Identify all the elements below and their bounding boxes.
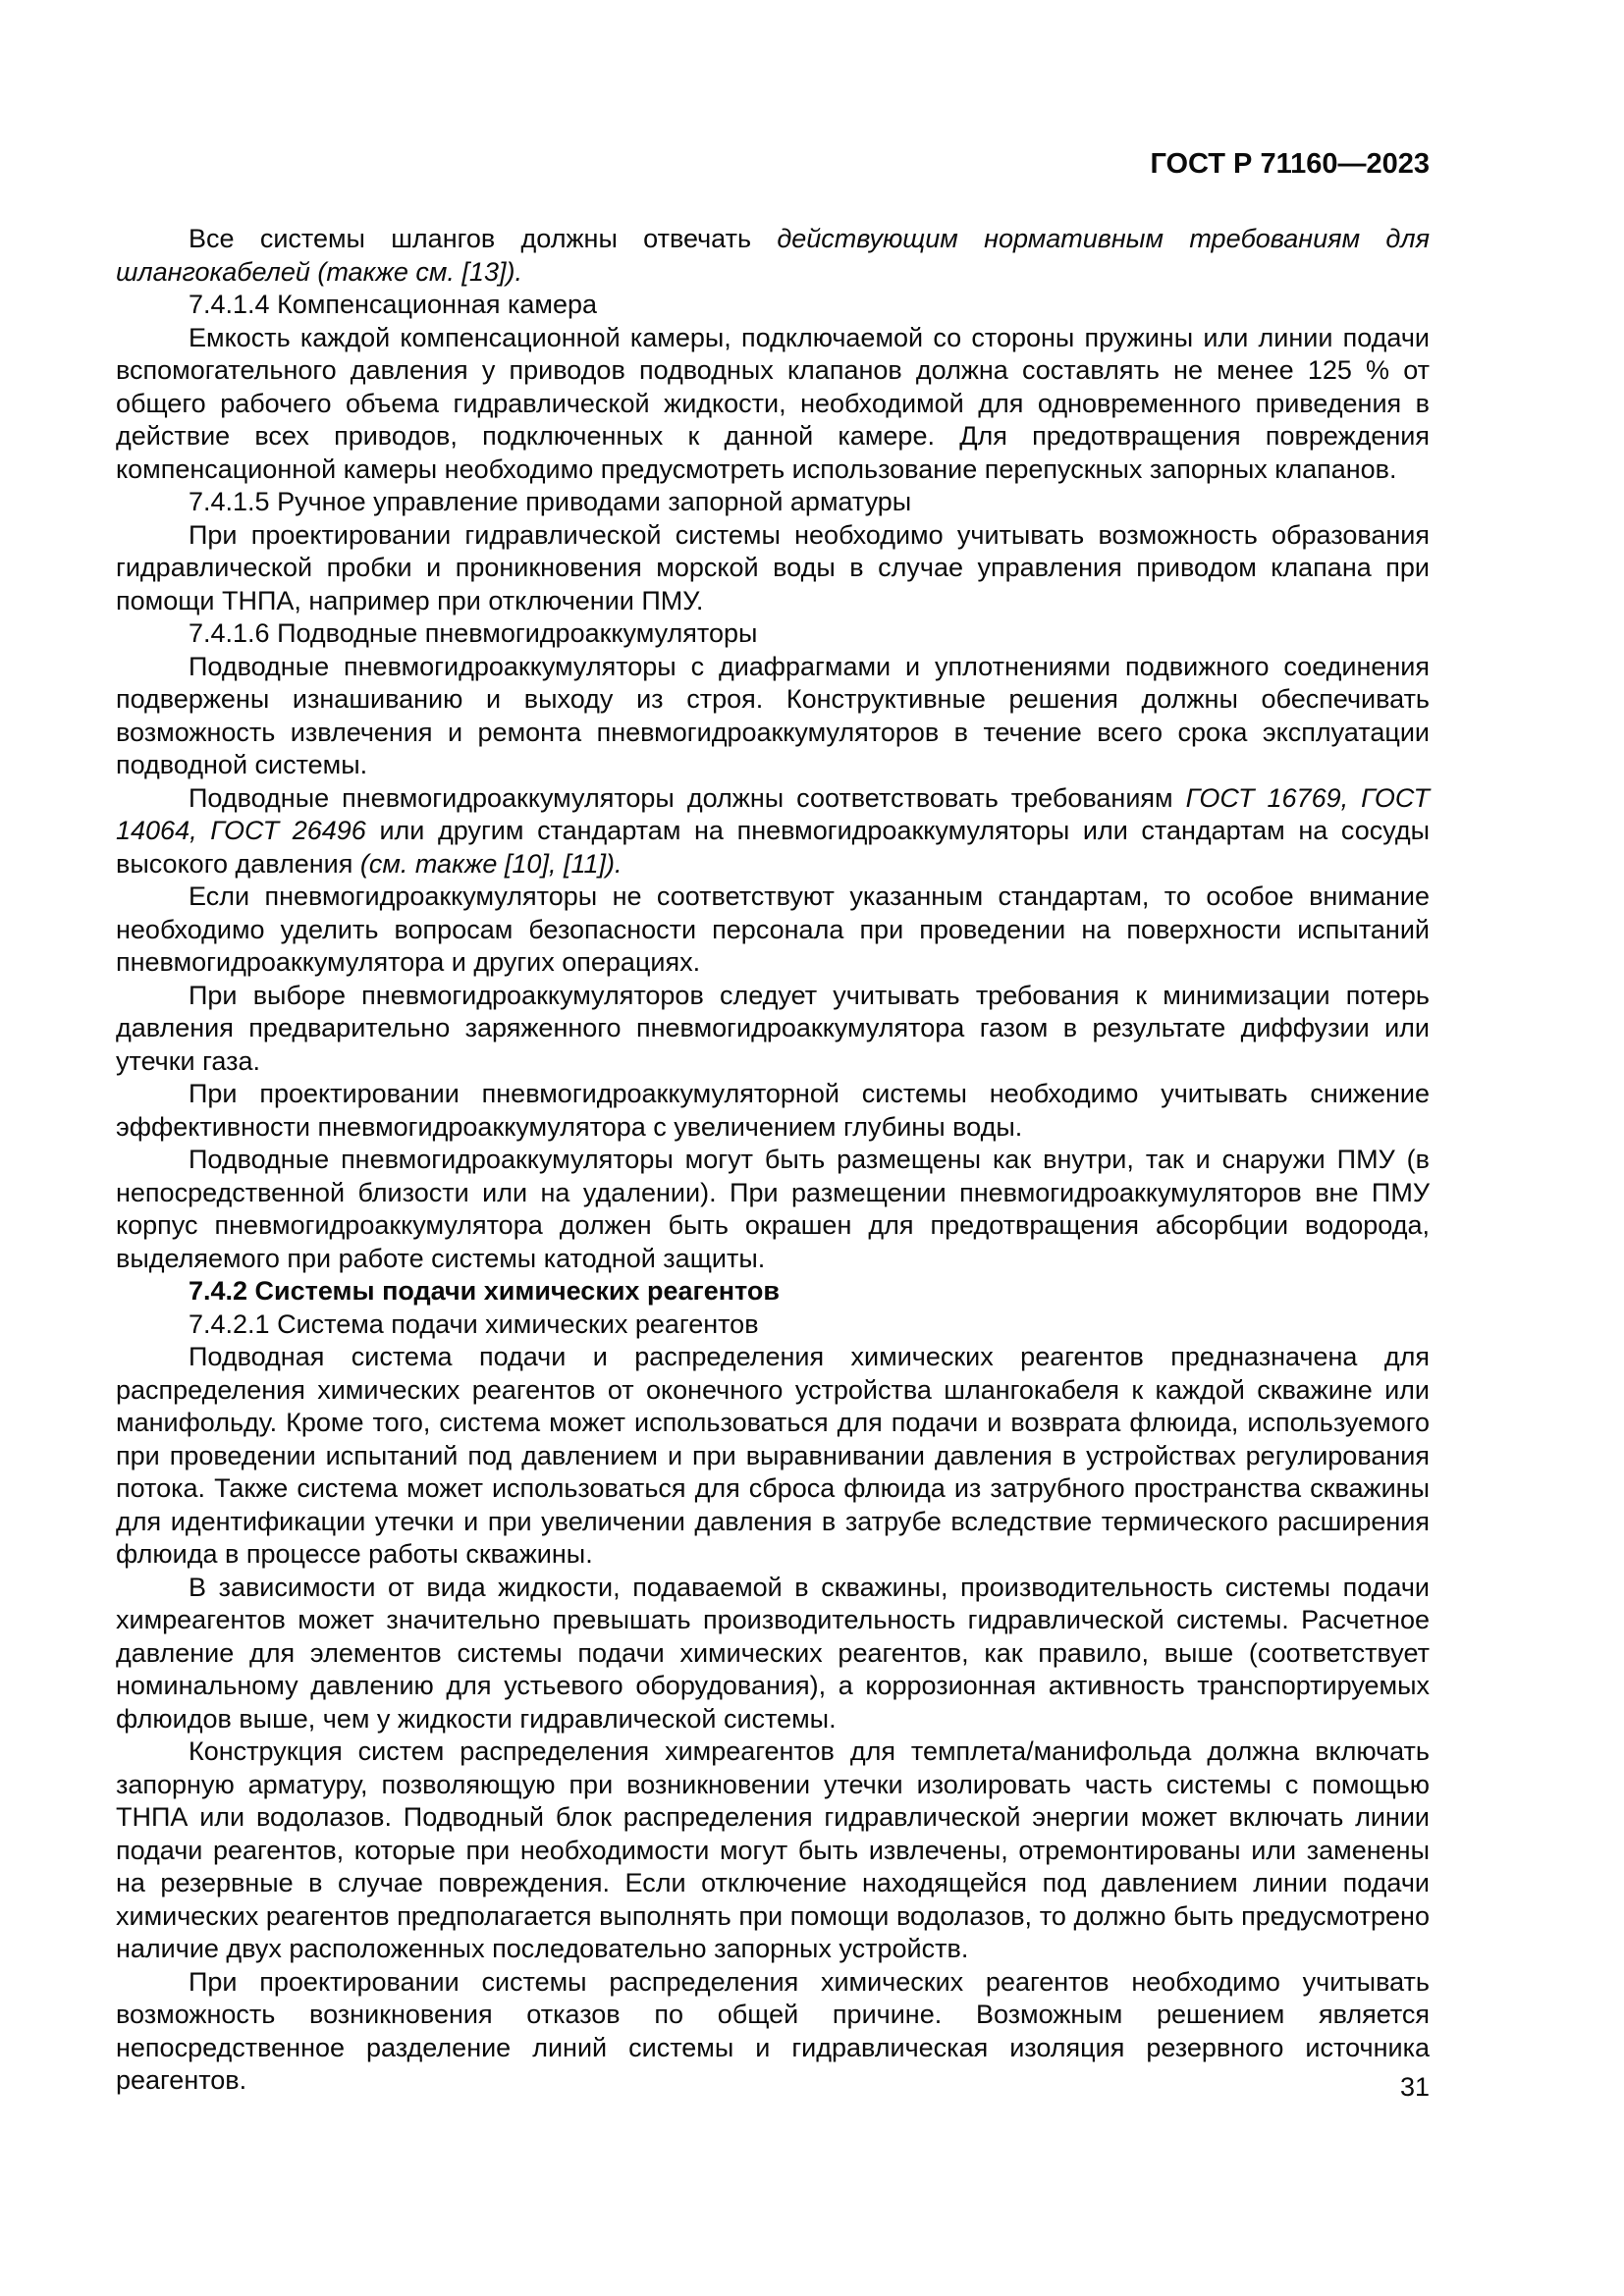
text-run: При проектировании гидравлической системы необходимо учитывать возможность образования гидравлической пробки и проникновения морской воды в случае управления приводом клапана при помощи ТНПА, например при отключении ПМУ. [116,519,1430,615]
paragraph [116,322,1430,487]
text-run: Подводная система подачи и распределения химических реагентов предназначена для распределения химических реагентов от оконечного устройства шлангокабеля к каждой скважине или манифольду. Кроме того, система может использоваться для подачи и возврата флюида, используемого при проведении испытаний под давлением и при выравнивании давления в устройствах регулирования потока. Также система может использоваться для сброса флюида из затрубного пространства скважины для идентификации утечки и при увеличении давления в затрубе вследствие термического расширения флюида в процессе работы скважины. [116,1342,1430,1569]
paragraph [116,651,1430,782]
text-run: или другим стандартам на пневмогидроаккумуляторы или стандартам на сосуды высокого давления [116,816,1430,879]
text-run: При проектировании системы распределения химических реагентов необходимо учитывать возможность возникновения отказов по общей причине. Возможным решением является непосредственное разделение линий системы и гидравлическая изоляция резервного источника реагентов. [116,1966,1430,2095]
text-run: 7.4.2 Системы подачи химических реагентов [189,1276,781,1306]
text-run: Подводные пневмогидроаккумуляторы должны соответствовать требованиям [189,782,1186,813]
paragraph [116,1144,1430,1275]
text-run: Конструкция систем распределения химреагентов для темплета/манифольда должна включать запорную арматуру, позволяющую при возникновении утечки изолировать часть системы с помощью ТНПА или водолазов. Подводный блок распределения гидравлической энергии может включать линии подачи реагентов, которые при необходимости могут быть извлечены, отремонтированы или заменены на резервные в случае повреждения. Если отключение находящейся под давлением линии подачи химических реагентов предполагается выполнять при помощи водолазов, то должно быть предусмотрено наличие двух расположенных последовательно запорных устройств. [116,1736,1430,1963]
text-run: 7.4.1.5 Ручное управление приводами запорной арматуры [189,487,912,516]
text-run: Если пневмогидроаккумуляторы не соответствуют указанным стандартам, то особое внимание необходимо уделить вопросам безопасности персонала при проведении на поверхности испытаний пневмогидроаккумулятора и других операциях. [116,881,1430,977]
text-run: Емкость каждой компенсационной камеры, подключаемой со стороны пружины или линии подачи вспомогательного давления у приводов подводных клапанов должна составлять не менее 125 % от общего рабочего объема гидравлической жидкости, необходимой для одновременного приведения в действие всех приводов, подключенных к данной камере. Для предотвращения повреждения компенсационной камеры необходимо предусмотреть использование перепускных запорных клапанов. [116,322,1430,484]
paragraph [116,881,1430,980]
paragraph [116,1078,1430,1144]
paragraph [116,519,1430,618]
text-run: Все системы шлангов должны отвечать [189,224,778,253]
italic-run: (см. также [10], [11]). [359,848,623,879]
paragraph [116,1572,1430,1736]
text-run: При выборе пневмогидроаккумуляторов следует учитывать требования к минимизации потерь давления предварительно заряженного пневмогидроаккумулятора газом в результате диффузии или утечки газа. [116,980,1430,1076]
paragraph [116,782,1430,881]
section-heading [116,486,1430,519]
paragraph [116,1341,1430,1572]
paragraph [116,1735,1430,1966]
text-run: 7.4.1.4 Компенсационная камера [189,290,597,319]
paragraph [116,980,1430,1079]
section-heading [116,1275,1430,1308]
page-number: 31 [1399,2072,1430,2102]
text-run: 7.4.1.6 Подводные пневмогидроаккумуляторы [189,618,758,648]
text-run: В зависимости от вида жидкости, подаваемой в скважины, производительность системы подачи химреагентов может значительно превышать производительность гидравлической системы. Расчетное давление для элементов системы подачи химических реагентов, как правило, выше (соответствует номинальному давлению для устьевого оборудования), а коррозионная активность транспортируемых флюидов выше, чем у жидкости гидравлической системы. [116,1572,1430,1734]
italic-run: действующим нормативным требованиям для шлангокабелей (также см. [13]). [116,224,1430,287]
page-header: ГОСТ Р 71160—2023 [1150,148,1430,180]
italic-run: ГОСТ 16769, ГОСТ 14064, ГОСТ 26496 [116,782,1430,845]
document-body [116,223,1430,2098]
text-run: Подводные пневмогидроаккумуляторы могут быть размещены как внутри, так и снаружи ПМУ (в непосредственной близости или на удалении). При размещении пневмогидроаккумуляторов вне ПМУ корпус пневмогидроаккумулятора должен быть окрашен для предотвращения абсорбции водорода, выделяемого при работе системы катодной защиты. [116,1145,1430,1273]
paragraph [116,223,1430,289]
text-run: 7.4.2.1 Система подачи химических реагентов [189,1308,759,1339]
text-run: Подводные пневмогидроаккумуляторы с диафрагмами и уплотнениями подвижного соединения подвержены изнашиванию и выходу из строя. Конструктивные решения должны обеспечивать возможность извлечения и ремонта пневмогидроаккумуляторов в течение всего срока эксплуатации подводной системы. [116,651,1430,779]
section-heading [116,289,1430,322]
section-heading [116,617,1430,651]
section-heading [116,1308,1430,1342]
text-run: При проектировании пневмогидроаккумуляторной системы необходимо учитывать снижение эффективности пневмогидроаккумулятора с увеличением глубины воды. [116,1079,1430,1142]
